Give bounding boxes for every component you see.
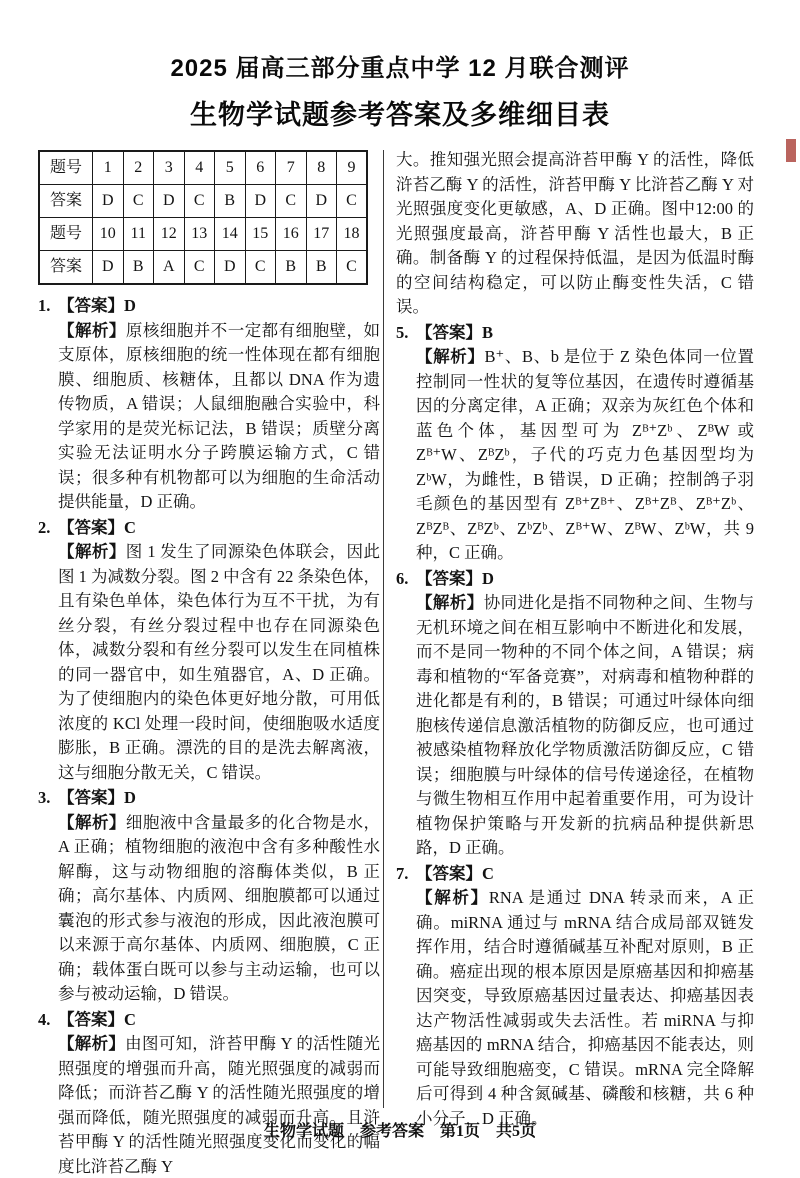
page-footer: 生物学试题 参考答案 第1页 共5页 bbox=[263, 1123, 536, 1140]
table-row bbox=[39, 185, 367, 218]
answer-line bbox=[38, 1008, 380, 1033]
answer-letter: D bbox=[482, 568, 494, 588]
qnum-cell: 13 bbox=[184, 218, 215, 251]
answer-cell: B bbox=[215, 185, 246, 218]
analysis-paragraph bbox=[416, 591, 754, 861]
analysis-paragraph bbox=[58, 1032, 380, 1178]
scan-edge-artifact bbox=[786, 139, 796, 162]
answer-letter: D bbox=[124, 788, 136, 807]
qnum-cell: 5 bbox=[215, 151, 246, 185]
analysis-content: RNA 是通过 DNA 转录而来，A 正确。miRNA 通过与 mRNA 结合成局部双链发挥作用，结合时遵循碱基互补配对原则，B 正确。癌症出现的根本原因是原癌基因和抑癌基因突变，导致原癌基因过量表达、抑癌基因表达产物活性减弱或失去活性。若 miRNA 与抑癌基因的 mRNA 结合，抑癌基因不能表达，则可能导致细胞癌变，C 错误。mRNA 完全降解后可得到 4 种含氮碱基、磷酸和核糖，共 6 种小分子，D 正确。 bbox=[416, 888, 754, 1128]
row-header-cell: 答案 bbox=[39, 185, 93, 218]
document-title-line1: 2025 届高三部分重点中学 12 月联合测评 bbox=[170, 55, 630, 82]
column-divider bbox=[383, 150, 384, 1108]
answer-label: 【答案】 bbox=[416, 863, 482, 883]
qnum-cell: 8 bbox=[306, 151, 337, 185]
qnum-cell: 16 bbox=[276, 218, 307, 251]
qnum-cell: 2 bbox=[123, 151, 154, 185]
question-2 bbox=[38, 516, 380, 786]
qnum-cell: 9 bbox=[337, 151, 368, 185]
answer-letter: C bbox=[124, 1009, 136, 1029]
answer-cell: C bbox=[184, 251, 215, 285]
analysis-content: B⁺、B、b 是位于 Z 染色体同一位置控制同一性状的复等位基因，在遗传时遵循基因的分离定律，A 正确；双亲为灰红色个体和蓝色个体，基因型可为 Zᴮ⁺Zᵇ、ZᴮW 或 Zᴮ⁺W、ZᴮZᵇ，子代的巧克力色基因型均为 ZᵇW，为雌性，B 错误，D 正确；控制鸽子羽毛颜色的基因型有 Zᴮ⁺Zᴮ⁺、Zᴮ⁺Zᴮ、Zᴮ⁺Zᵇ、ZᴮZᴮ、ZᴮZᵇ、ZᵇZᵇ、Zᴮ⁺W、ZᴮW、ZᵇW，共 9 种，C 正确。 bbox=[416, 347, 754, 562]
qnum-cell: 18 bbox=[337, 218, 368, 251]
answer-label: 【答案】 bbox=[58, 296, 124, 315]
qnum-cell: 1 bbox=[93, 151, 124, 185]
question-number: 4. bbox=[38, 1009, 51, 1029]
answer-cell: C bbox=[337, 185, 368, 218]
question-number: 5. bbox=[396, 322, 409, 342]
answer-label: 【答案】 bbox=[416, 568, 482, 588]
answer-line bbox=[38, 516, 380, 541]
analysis-paragraph bbox=[58, 811, 380, 1007]
answer-line bbox=[396, 567, 754, 592]
question-number: 2. bbox=[38, 517, 51, 537]
qnum-cell: 15 bbox=[245, 218, 276, 251]
qnum-cell: 10 bbox=[93, 218, 124, 251]
qnum-cell: 11 bbox=[123, 218, 154, 251]
analysis-paragraph bbox=[416, 886, 754, 1131]
document-title-line2: 生物学试题参考答案及多维细目表 bbox=[190, 100, 610, 130]
answer-cell: D bbox=[154, 185, 185, 218]
qnum-cell: 12 bbox=[154, 218, 185, 251]
answer-cell: C bbox=[123, 185, 154, 218]
table-row bbox=[39, 151, 367, 185]
answer-label: 【答案】 bbox=[58, 788, 124, 807]
question-number: 7. bbox=[396, 863, 409, 883]
qnum-cell: 6 bbox=[245, 151, 276, 185]
question-7 bbox=[396, 862, 754, 1132]
answer-cell: B bbox=[276, 251, 307, 285]
answer-line bbox=[396, 862, 754, 887]
question-number: 1. bbox=[38, 296, 51, 315]
answer-label: 【答案】 bbox=[58, 517, 124, 537]
answer-cell: C bbox=[184, 185, 215, 218]
qnum-cell: 3 bbox=[154, 151, 185, 185]
answer-cell: C bbox=[245, 251, 276, 285]
answer-line bbox=[38, 294, 380, 319]
question-4-analysis-continuation: 大。推知强光照会提高浒苔甲酶 Y 的活性，降低浒苔乙酶 Y 的活性，浒苔甲酶 Y 比浒苔乙酶 Y 对光照强度变化更敏感，A、D 正确。图中12:00 的光照强度最高，浒苔甲酶 Y 活性也最大，B 正确。制备酶 Y 的过程保持低温，是因为低温时酶的空间结构稳定，可以防止酶变性失活，C 错误。 bbox=[396, 150, 754, 316]
right-column bbox=[396, 148, 754, 1132]
answer-letter: D bbox=[124, 296, 136, 315]
answer-cell: B bbox=[306, 251, 337, 285]
analysis-label: 【解析】 bbox=[58, 542, 126, 561]
qnum-cell: 14 bbox=[215, 218, 246, 251]
question-4 bbox=[38, 1008, 380, 1178]
question-number: 3. bbox=[38, 788, 51, 807]
answer-letter: B bbox=[482, 322, 494, 342]
analysis-label: 【解析】 bbox=[58, 1034, 126, 1053]
answer-key-table bbox=[38, 150, 368, 285]
analysis-paragraph bbox=[416, 345, 754, 566]
answer-letter: C bbox=[482, 863, 494, 883]
question-3 bbox=[38, 786, 380, 1007]
row-header-cell: 题号 bbox=[39, 218, 93, 251]
analysis-content: 图 1 发生了同源染色体联会，因此图 1 为减数分裂。图 2 中含有 22 条染色体，且有染色单体，染色体行为互不干扰，为有丝分裂，有丝分裂过程中也存在同源染色体，减数分裂和有丝分裂可以发生在同植株的同一器官中，如生殖器官，A、D 正确。为了使细胞内的染色体更好地分散，可用低浓度的 KCl 处理一段时间，使细胞吸水适度膨胀，B 正确。漂洗的目的是洗去解离液，这与细胞分散无关，C 错误。 bbox=[58, 542, 381, 782]
answer-cell: C bbox=[276, 185, 307, 218]
row-header-cell: 答案 bbox=[39, 251, 93, 285]
qnum-cell: 17 bbox=[306, 218, 337, 251]
answer-cell: A bbox=[154, 251, 185, 285]
question-5 bbox=[396, 321, 754, 566]
analysis-content: 原核细胞并不一定都有细胞壁，如支原体，原核细胞的统一性体现在都有细胞膜、细胞质、核糖体，且都以 DNA 作为遗传物质，A 错误；人鼠细胞融合实验中，科学家用的是荧光标记法，B 错误；质壁分离实验无法证明水分子跨膜运输方式，C 错误；很多种有机物都可以为细胞的生命活动提供能量，D 正确。 bbox=[58, 320, 381, 511]
answer-line bbox=[396, 321, 754, 346]
question-number: 6. bbox=[396, 568, 409, 588]
analysis-label: 【解析】 bbox=[416, 888, 489, 907]
answer-cell: B bbox=[123, 251, 154, 285]
analysis-content: 由图可知，浒苔甲酶 Y 的活性随光照强度的增强而升高，随光照强度的减弱而降低；而浒苔乙酶 Y 的活性随光照强度的增强而降低，随光照强度的减弱而升高。且浒苔甲酶 Y 的活性随光照强度变化而变化的幅度比浒苔乙酶 Y bbox=[58, 1034, 381, 1176]
answer-cell: C bbox=[337, 251, 368, 285]
analysis-paragraph bbox=[58, 540, 380, 785]
left-column bbox=[38, 148, 380, 1178]
analysis-paragraph bbox=[58, 319, 380, 515]
analysis-label: 【解析】 bbox=[416, 593, 484, 612]
analysis-content: 细胞液中含量最多的化合物是水，A 正确；植物细胞的液泡中含有多种酸性水解酶，这与动物细胞的溶酶体类似，B 正确；高尔基体、内质网、细胞膜都可以通过囊泡的形式参与液泡的形成，因此液泡膜可以来源于高尔基体、内质网、细胞膜，C 正确；载体蛋白既可以参与主动运输，也可以参与被动运输，D 错误。 bbox=[58, 812, 381, 1003]
row-header-cell: 题号 bbox=[39, 151, 93, 185]
answer-label: 【答案】 bbox=[416, 322, 482, 342]
analysis-label: 【解析】 bbox=[58, 320, 126, 340]
table-row bbox=[39, 218, 367, 251]
answer-letter: C bbox=[124, 517, 136, 537]
qnum-cell: 7 bbox=[276, 151, 307, 185]
question-1 bbox=[38, 294, 380, 515]
answer-cell: D bbox=[93, 185, 124, 218]
answer-label: 【答案】 bbox=[58, 1009, 124, 1029]
question-6 bbox=[396, 567, 754, 861]
answer-cell: D bbox=[306, 185, 337, 218]
document-header bbox=[0, 48, 800, 132]
answer-line bbox=[38, 786, 380, 811]
answer-cell: D bbox=[245, 185, 276, 218]
qnum-cell: 4 bbox=[184, 151, 215, 185]
analysis-label: 【解析】 bbox=[58, 812, 126, 832]
analysis-label: 【解析】 bbox=[416, 347, 485, 366]
answer-cell: D bbox=[93, 251, 124, 285]
analysis-content: 协同进化是指不同物种之间、生物与无机环境之间在相互影响中不断进化和发展，而不是同一物种的不同个体之间，A 错误；病毒和植物的“军备竞赛”，对病毒和植物种群的进化都是有利的，B 错误；可通过叶绿体向细胞核传递信息激活植物的防御反应，也可通过被感染植物释放化学物质激活防御反应，C 错误；细胞膜与叶绿体的信号传递途径，在植物与微生物相互作用中起着重要作用，可为设计植物保护策略与开发新的抗病品种提供新思路，D 正确。 bbox=[416, 593, 755, 857]
table-row bbox=[39, 251, 367, 285]
answer-cell: D bbox=[215, 251, 246, 285]
